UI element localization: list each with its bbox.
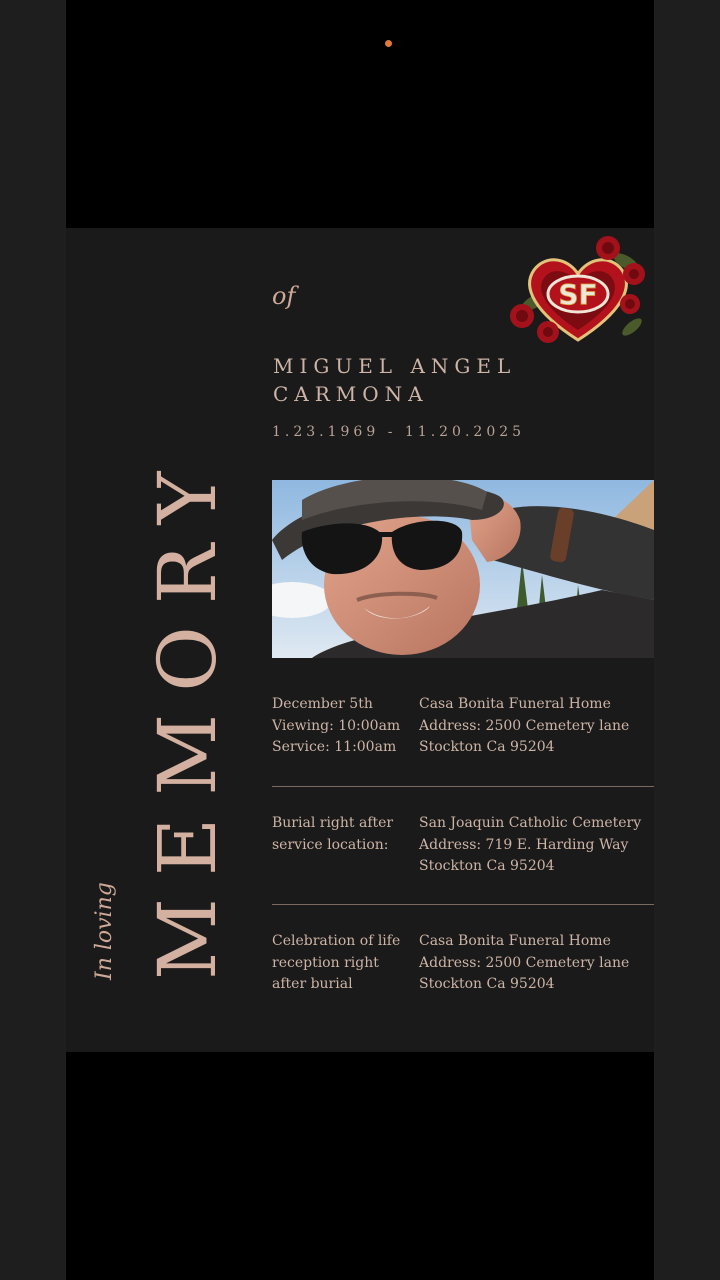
event-1-venue: Casa Bonita Funeral Home [419,696,611,712]
man-sunglasses-photo [272,480,654,658]
deceased-name [273,352,516,408]
event-3-line-2: reception right [272,954,379,971]
event-2-details [272,813,412,856]
sf-heart-roses-icon [504,232,652,352]
event-3-city: Stockton Ca 95204 [419,976,555,992]
event-burial [272,813,654,879]
event-1-viewing-time: Viewing: 10:00am [272,717,401,734]
top-letterbox [66,0,654,228]
memory-title: MEMORY [141,449,234,980]
of-script: of [272,282,296,310]
event-viewing-service [272,694,654,760]
life-dates: 1.23.1969 - 11.20.2025 [272,424,526,440]
event-2-line-2: service location: [272,836,389,853]
name-line-1: MIGUEL ANGEL [273,354,517,378]
in-loving-script: In loving [92,882,117,980]
event-2-city: Stockton Ca 95204 [419,858,555,874]
event-3-line-3: after burial [272,976,353,992]
event-3-location [419,931,659,996]
event-2-line-1: Burial right after [272,815,394,831]
event-3-address: Address: 2500 Cemetery lane [419,954,630,971]
divider-2 [272,904,654,905]
event-3-venue: Casa Bonita Funeral Home [419,933,611,949]
event-1-location [419,694,659,759]
event-3-line-1: Celebration of life [272,933,401,949]
event-3-details [272,931,412,996]
event-1-date: December 5th [272,696,373,712]
svg-text:SF: SF [558,278,598,311]
recording-indicator-dot [385,40,392,47]
divider-1 [272,786,654,787]
event-celebration [272,931,654,997]
event-2-address: Address: 719 E. Harding Way [419,836,629,853]
bottom-letterbox [66,1052,654,1280]
event-1-city: Stockton Ca 95204 [419,739,555,755]
event-1-details [272,694,412,759]
name-line-2: CARMONA [273,382,429,406]
event-2-venue: San Joaquin Catholic Cemetery [419,815,642,831]
event-2-location [419,813,659,878]
event-1-address: Address: 2500 Cemetery lane [419,717,630,734]
event-1-service-time: Service: 11:00am [272,739,397,755]
